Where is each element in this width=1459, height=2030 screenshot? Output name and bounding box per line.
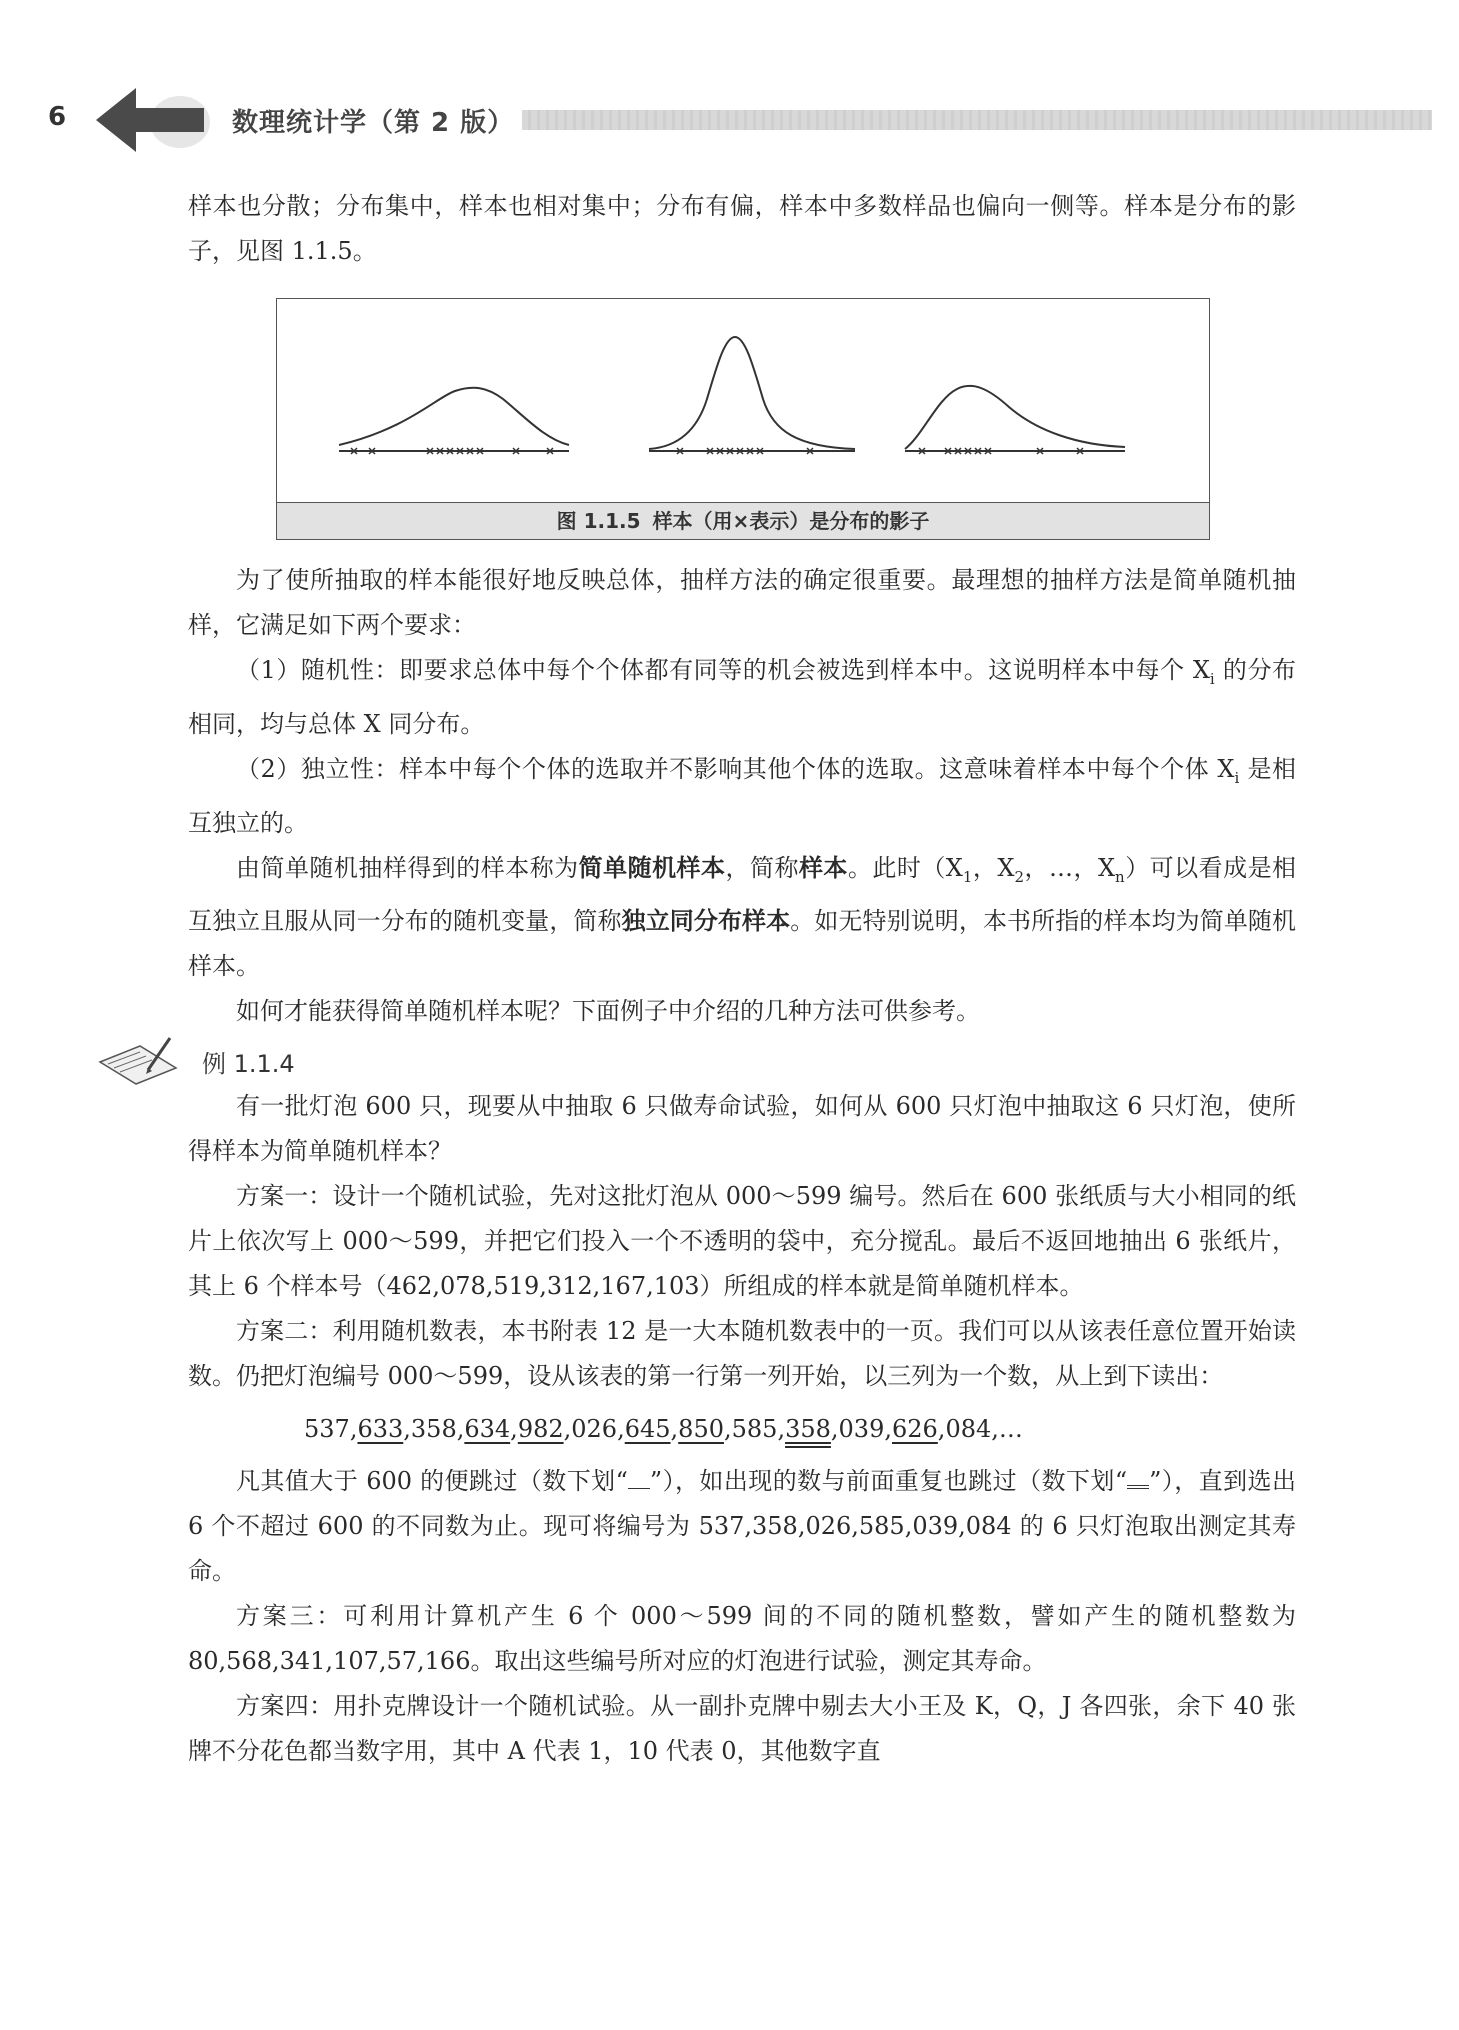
number-skipped: 850	[678, 1415, 724, 1444]
example-statement: 有一批灯泡 600 只，现要从中抽取 6 只做寿命试验，如何从 600 只灯泡中抽取这 6 只灯泡，使所得样本为简单随机样本？	[188, 1092, 1296, 1166]
term-sample: 样本	[798, 853, 848, 882]
plan-two-explanation: 凡其值大于 600 的便跳过（数下划“ ”），如出现的数与前面重复也跳过（数下划“ ”），直到选出 6 个不超过 600 的不同数为止。现可将编号为 537,358,026,585,039,084 的 6 只灯泡取出测定其寿命。	[188, 1467, 1296, 1586]
number: 026	[571, 1415, 618, 1444]
number-duplicate: 358	[785, 1415, 831, 1444]
single-underline-sample	[628, 1470, 650, 1489]
paragraph-randomness: （1）随机性：即要求总体中每个个体都有同等的机会被选到样本中。这说明样本中每个 $X_i$ 的分布相同，均与总体 X 同分布。	[188, 656, 1296, 738]
figure-1-1-5	[276, 298, 1210, 540]
plan-three: 方案三：可利用计算机产生 6 个 000～599 间的不同的随机整数，譬如产生的随机整数为 80,568,341,107,57,166。取出这些编号所对应的灯泡进行试验，测定其寿命。	[188, 1602, 1296, 1676]
left-arrow-icon	[92, 84, 212, 156]
curve-wide	[339, 388, 569, 445]
paragraph-sampling-method: 为了使所抽取的样本能很好地反映总体，抽样方法的确定很重要。最理想的抽样方法是简单随机抽样，它满足如下两个要求：	[188, 566, 1296, 639]
number-skipped: 633	[357, 1415, 404, 1444]
number: 537	[304, 1415, 350, 1444]
paragraph-independence: （2）独立性：样本中每个个体的选取并不影响其他个体的选取。这意味着样本中每个个体 $X_i$ 是相互独立的。	[188, 754, 1296, 837]
number-skipped: 634	[464, 1415, 511, 1444]
paragraph-definition: 由简单随机抽样得到的样本称为简单随机样本，简称样本。此时（$X_1$，$X_2$，…，$X_n$）可以看成是相互独立且服从同一分布的随机变量，简称独立同分布样本。如无特别说明，本书所指的样本均为简单随机样本。	[188, 853, 1297, 981]
plan-two: 方案二：利用随机数表，本书附表 12 是一大本随机数表中的一页。我们可以从该表任意位置开始读数。仍把灯泡编号 000～599，设从该表的第一行第一列开始，以三列为一个数，从上到下读出：	[188, 1317, 1296, 1391]
distribution-curves	[277, 299, 1209, 499]
curve-skewed	[905, 386, 1125, 449]
number: 358	[410, 1415, 457, 1444]
figure-number: 图 1.1.5	[556, 509, 641, 533]
term-simple-random-sample: 简单随机样本	[578, 853, 726, 882]
paragraph-transition: 如何才能获得简单随机样本呢？下面例子中介绍的几种方法可供参考。	[236, 997, 980, 1026]
number: 039	[838, 1415, 885, 1444]
intro-text: 样本也分散；分布集中，样本也相对集中；分布有偏，样本中多数样品也偏向一侧等。样本是分布的影子，见图 1.1.5。	[188, 192, 1296, 265]
example-label: 例 1.1.4	[202, 1050, 295, 1079]
header-rule	[522, 110, 1432, 130]
number-skipped: 982	[517, 1415, 564, 1444]
figure-caption	[277, 502, 1209, 539]
notebook-pen-icon	[96, 1032, 180, 1088]
number-skipped: 645	[624, 1415, 671, 1444]
example-heading	[188, 1038, 1296, 1084]
plan-four: 方案四：用扑克牌设计一个随机试验。从一副扑克牌中剔去大小王及 K，Q，J 各四张，余下 40 张牌不分花色都当数字用，其中 A 代表 1，10 代表 0，其他数字直	[188, 1692, 1296, 1766]
number: 084	[945, 1415, 992, 1444]
number: 585	[731, 1415, 778, 1444]
number-skipped: 626	[891, 1415, 938, 1444]
double-underline-sample	[1127, 1469, 1149, 1489]
term-iid-sample: 独立同分布样本	[621, 907, 791, 936]
plan-one: 方案一：设计一个随机试验，先对这批灯泡从 000～599 编号。然后在 600 张纸质与大小相同的纸片上依次写上 000～599，并把它们投入一个不透明的袋中，充分搅乱。最后不返回地抽出 6 张纸片，其上 6 个样本号（462,078,519,312,167,103）所组成的样本就是简单随机样本。	[188, 1182, 1296, 1301]
page-header	[0, 80, 1459, 160]
book-title: 数理统计学（第 2 版）	[232, 108, 515, 138]
curve-peaked	[649, 337, 855, 449]
page-number: 6	[48, 102, 67, 132]
page-body	[188, 184, 1296, 1774]
figure-caption-text: 样本（用×表示）是分布的影子	[652, 509, 930, 533]
random-number-sequence: 537,633,358,634,982,026,645,850,585,358,039,626,084,…	[304, 1415, 1023, 1444]
